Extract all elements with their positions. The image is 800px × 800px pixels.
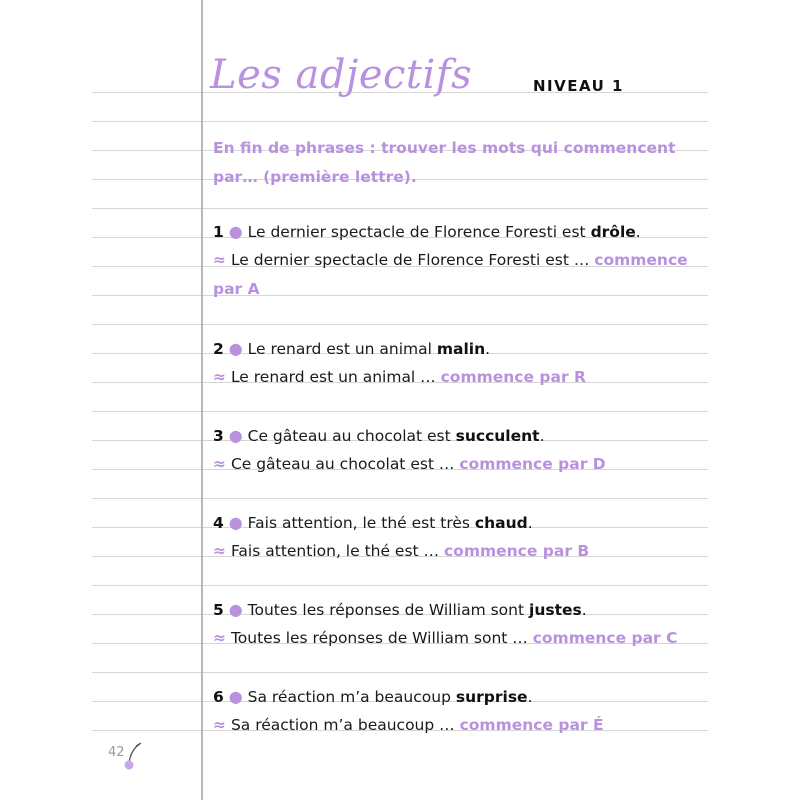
hint-text: commence par B — [443, 542, 590, 560]
hint-sentence: Le dernier spectacle de Florence Foresti est … — [230, 251, 595, 269]
margin-line — [201, 0, 203, 800]
approx-icon: ≈ — [213, 251, 226, 269]
hint-sentence: Ce gâteau au chocolat est … — [230, 455, 460, 473]
hint-text: commence par É — [459, 716, 604, 734]
exercise-sentence — [213, 595, 587, 625]
adjective: chaud — [474, 514, 528, 532]
exercise-number: 4 — [213, 514, 224, 532]
exercise-hint — [213, 537, 589, 566]
exercise-sentence — [213, 682, 533, 712]
sentence-end: . — [485, 340, 491, 358]
adjective: succulent — [455, 427, 540, 445]
hint-sentence: Fais attention, le thé est … — [230, 542, 444, 560]
instruction-text: En fin de phrases : trouver les mots qui commencent par… (première lettre). — [213, 139, 676, 186]
exercise-number: 3 — [213, 427, 224, 445]
exercise-sentence — [213, 217, 641, 247]
page-number: 42 — [108, 745, 125, 760]
sentence-end: . — [527, 514, 533, 532]
adjective: justes — [529, 601, 582, 619]
exercise-sentence — [213, 421, 545, 451]
bullet-icon: ● — [228, 600, 243, 619]
ruled-line — [92, 121, 708, 122]
hint-text: commence par C — [532, 629, 678, 647]
sentence-text: Sa réaction m’a beaucoup — [247, 688, 456, 706]
bullet-icon: ● — [228, 426, 243, 445]
exercise-number: 2 — [213, 340, 224, 358]
sentence-end: . — [539, 427, 545, 445]
approx-icon: ≈ — [213, 455, 226, 473]
exercise-hint — [213, 624, 677, 653]
bullet-icon: ● — [228, 687, 243, 706]
exercise-hint — [213, 246, 693, 304]
approx-icon: ≈ — [213, 368, 226, 386]
page-title: Les adjectifs — [210, 52, 473, 98]
bullet-icon: ● — [228, 339, 243, 358]
ruled-line — [92, 411, 708, 412]
approx-icon: ≈ — [213, 542, 226, 560]
ruled-line — [92, 585, 708, 586]
sentence-text: Toutes les réponses de William sont — [247, 601, 529, 619]
exercise-number: 6 — [213, 688, 224, 706]
approx-icon: ≈ — [213, 716, 226, 734]
exercise-number: 1 — [213, 223, 224, 241]
sentence-end: . — [527, 688, 533, 706]
hint-sentence: Le renard est un animal … — [230, 368, 441, 386]
hint-text: commence par D — [459, 455, 606, 473]
approx-icon: ≈ — [213, 629, 226, 647]
sentence-text: Le dernier spectacle de Florence Foresti est — [247, 223, 591, 241]
hint-sentence: Sa réaction m’a beaucoup … — [230, 716, 460, 734]
sentence-end: . — [635, 223, 641, 241]
exercise-sentence — [213, 334, 490, 364]
hint-text: commence par R — [440, 368, 586, 386]
cherry-icon — [121, 741, 143, 771]
level-label: NIVEAU 1 — [533, 77, 624, 95]
ruled-line — [92, 498, 708, 499]
sentence-end: . — [581, 601, 587, 619]
hint-sentence: Toutes les réponses de William sont … — [230, 629, 533, 647]
exercise-hint — [213, 363, 586, 392]
exercise-hint — [213, 450, 606, 479]
adjective: surprise — [455, 688, 528, 706]
bullet-icon: ● — [228, 513, 243, 532]
ruled-line — [92, 324, 708, 325]
adjective: malin — [436, 340, 486, 358]
ruled-line — [92, 672, 708, 673]
adjective: drôle — [590, 223, 636, 241]
sentence-text: Fais attention, le thé est très — [247, 514, 475, 532]
exercise-sentence — [213, 508, 533, 538]
sentence-text: Ce gâteau au chocolat est — [247, 427, 456, 445]
exercise-number: 5 — [213, 601, 224, 619]
sentence-text: Le renard est un animal — [247, 340, 437, 358]
hint-text: commence par A — [213, 251, 688, 298]
bullet-icon: ● — [228, 222, 243, 241]
exercise-hint — [213, 711, 604, 740]
ruled-line — [92, 208, 708, 209]
